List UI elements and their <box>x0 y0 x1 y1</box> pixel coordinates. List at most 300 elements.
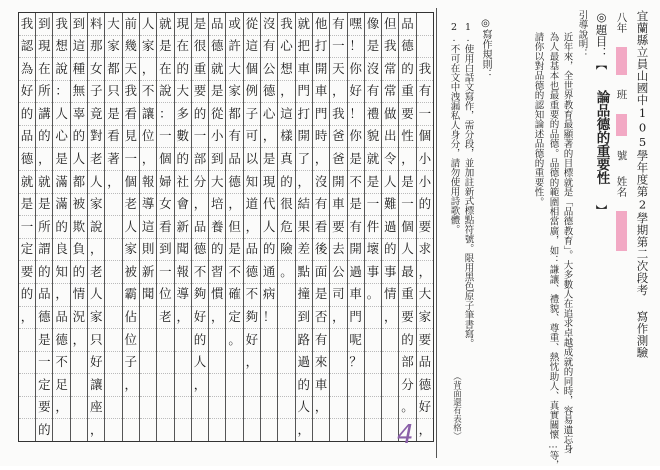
essay-cell: 呢 <box>348 329 364 352</box>
essay-cell: 品 <box>226 148 242 171</box>
essay-cell: ， <box>330 81 346 104</box>
essay-cell: 品 <box>209 13 225 36</box>
essay-cell <box>330 419 346 441</box>
essay-cell <box>175 397 191 420</box>
essay-cell: 你 <box>348 58 364 81</box>
essay-cell: 人 <box>71 148 87 171</box>
essay-cell: 來 <box>313 352 329 375</box>
essay-cell <box>365 307 381 330</box>
essay-cell: 欺 <box>71 216 87 239</box>
essay-cell: ？ <box>348 352 364 375</box>
essay-cell: 個 <box>157 148 173 171</box>
essay-cell: 是 <box>348 194 364 217</box>
essay-cell: 個 <box>244 58 260 81</box>
essay-cell: 德 <box>192 239 208 262</box>
essay-cell: 的 <box>19 284 35 307</box>
essay-cell: 小 <box>417 171 433 194</box>
essay-cell: 個 <box>417 126 433 149</box>
essay-cell: 的 <box>36 261 52 284</box>
essay-cell: 那 <box>88 36 104 59</box>
essay-cell: ！ <box>261 307 277 330</box>
essay-cell: 新 <box>175 216 191 239</box>
essay-cell: 分 <box>192 171 208 194</box>
essay-cell: 現 <box>36 36 52 59</box>
essay-cell: 為 <box>19 58 35 81</box>
essay-cell <box>365 397 381 420</box>
essay-cell: 看 <box>157 216 173 239</box>
essay-cell: 品 <box>399 13 415 36</box>
essay-cell: 心 <box>278 36 294 59</box>
essay-cell: 到 <box>209 148 225 171</box>
essay-cell: 真 <box>278 148 294 171</box>
essay-cell: 重 <box>192 58 208 81</box>
essay-cell: 有 <box>226 126 242 149</box>
essay-cell <box>330 352 346 375</box>
essay-cell: 開 <box>348 239 364 262</box>
essay-cell: 面 <box>313 261 329 284</box>
essay-cell: 人 <box>192 352 208 375</box>
essay-cell: 後 <box>313 239 329 262</box>
essay-cell: 打 <box>296 103 312 126</box>
essay-cell: 門 <box>296 81 312 104</box>
school-exam-title: 宜蘭縣立員山國中105學年度第2學期第二次段考 寫作測驗 <box>635 10 650 359</box>
essay-cell: 好 <box>192 307 208 330</box>
essay-cell <box>278 419 294 441</box>
essay-cell: 定 <box>19 239 35 262</box>
class-label: 班 <box>615 89 628 100</box>
essay-cell: 人 <box>382 171 398 194</box>
essay-cell: 險 <box>278 239 294 262</box>
essay-cell <box>348 374 364 397</box>
essay-cell: 就 <box>296 13 312 36</box>
essay-cell: 車 <box>313 374 329 397</box>
essay-cell: 都 <box>226 103 242 126</box>
essay-cell: 的 <box>399 58 415 81</box>
essay-cell: 小 <box>417 148 433 171</box>
essay-cell: 車 <box>296 58 312 81</box>
essay-cell: ， <box>140 148 156 171</box>
essay-cell <box>278 329 294 352</box>
topic-end: 】 <box>594 204 609 216</box>
essay-cell: 把 <box>296 36 312 59</box>
essay-cell: 你 <box>348 126 364 149</box>
essay-cell: 不 <box>140 81 156 104</box>
essay-cell: 所 <box>36 216 52 239</box>
essay-cell: 負 <box>71 239 87 262</box>
essay-cell: 不 <box>244 284 260 307</box>
essay-cell: 習 <box>209 261 225 284</box>
essay-cell <box>365 352 381 375</box>
essay-cell: 過 <box>296 352 312 375</box>
essay-cell <box>278 284 294 307</box>
essay-cell <box>157 419 173 441</box>
essay-cell: 的 <box>296 374 312 397</box>
essay-cell: ： <box>157 103 173 126</box>
essay-cell: 結 <box>296 194 312 217</box>
essay-cell: 是 <box>36 329 52 352</box>
essay-cell <box>140 329 156 352</box>
essay-cell: 部 <box>399 352 415 375</box>
essay-cell: 很 <box>278 194 294 217</box>
essay-cell: 但 <box>226 216 242 239</box>
essay-cell: 。 <box>226 329 242 352</box>
essay-cell <box>71 397 87 420</box>
essay-cell: 有 <box>313 329 329 352</box>
essay-cell <box>157 397 173 420</box>
essay-cell: 爸 <box>330 126 346 149</box>
essay-cell: 就 <box>157 13 173 36</box>
essay-cell: 例 <box>244 81 260 104</box>
essay-cell: 無 <box>71 81 87 104</box>
essay-cell: 在 <box>175 36 191 59</box>
essay-cell <box>261 374 277 397</box>
essay-cell <box>19 419 35 441</box>
essay-cell: 有 <box>348 216 364 239</box>
essay-cell: 公 <box>261 58 277 81</box>
essay-cell: 過 <box>348 261 364 284</box>
essay-cell: 好 <box>348 81 364 104</box>
essay-cell: ， <box>53 397 69 420</box>
essay-cell: 這 <box>71 36 87 59</box>
essay-cell: 是 <box>105 103 121 126</box>
essay-cell <box>175 329 191 352</box>
essay-cell: 我 <box>19 13 35 36</box>
essay-cell: 的 <box>192 329 208 352</box>
essay-cell: ， <box>19 307 35 330</box>
essay-cell <box>382 374 398 397</box>
essay-cell: 要 <box>330 216 346 239</box>
guide-line-1: 近年來，全世界教育最顯著的目標就是「品德教育」。大多數人在追求卓越成就的同時，容易遺忘身 <box>561 32 573 455</box>
essay-cell: 分 <box>399 374 415 397</box>
essay-cell <box>382 352 398 375</box>
essay-cell: ， <box>313 148 329 171</box>
essay-cell <box>71 419 87 441</box>
essay-cell: 的 <box>36 126 52 149</box>
essay-cell: 的 <box>261 239 277 262</box>
essay-cell: 的 <box>399 329 415 352</box>
score-mark: 4 <box>397 420 414 450</box>
essay-cell: 被 <box>71 194 87 217</box>
essay-cell <box>365 374 381 397</box>
essay-cell: 則 <box>140 239 156 262</box>
essay-cell <box>192 419 208 441</box>
essay-cell: 前 <box>123 13 139 36</box>
essay-cell: 家 <box>226 81 242 104</box>
header-divider <box>436 8 437 458</box>
essay-cell: 對 <box>88 126 104 149</box>
essay-cell <box>261 397 277 420</box>
essay-cell <box>330 397 346 420</box>
essay-cell: 新 <box>140 261 156 284</box>
essay-cell: 件 <box>365 216 381 239</box>
essay-cell: 的 <box>417 194 433 217</box>
essay-cell: ， <box>71 329 87 352</box>
essay-cell <box>330 329 346 352</box>
essay-cell: 是 <box>157 36 173 59</box>
essay-cell: 況 <box>71 307 87 330</box>
essay-cell: 所 <box>36 81 52 104</box>
essay-column <box>87 13 104 441</box>
essay-cell <box>261 329 277 352</box>
essay-cell: 人 <box>399 239 415 262</box>
essay-cell: 事 <box>365 261 381 284</box>
grade-label: 八年 <box>615 12 628 33</box>
essay-cell: ， <box>261 126 277 149</box>
essay-cell: ， <box>330 307 346 330</box>
topic-label: ◎題目：【 <box>594 10 609 70</box>
essay-cell: 霸 <box>123 284 139 307</box>
essay-cell: 社 <box>175 171 191 194</box>
essay-cell: 女 <box>88 58 104 81</box>
essay-cell <box>278 352 294 375</box>
essay-cell: 女 <box>157 194 173 217</box>
essay-cell: 子 <box>88 81 104 104</box>
essay-cell: 到 <box>71 13 87 36</box>
essay-cell: 部 <box>192 148 208 171</box>
essay-cell: 報 <box>175 261 191 284</box>
essay-cell <box>157 352 173 375</box>
essay-cell: 德 <box>417 374 433 397</box>
essay-cell: 大 <box>209 171 225 194</box>
essay-column <box>364 13 381 441</box>
essay-cell: 開 <box>330 171 346 194</box>
essay-cell: 就 <box>209 58 225 81</box>
guide-line-2: 為人最基本也最重要的品德。品德的範圍相當廣，如：謙讓、禮貌、尊重、熱忱助人、真實關懷…等， <box>547 32 559 470</box>
essay-cell: 車 <box>348 284 364 307</box>
essay-column <box>225 13 242 441</box>
essay-cell <box>261 419 277 441</box>
essay-cell: 是 <box>313 284 329 307</box>
essay-cell <box>175 419 191 441</box>
essay-cell: 到 <box>157 239 173 262</box>
essay-cell: 要 <box>417 216 433 239</box>
essay-cell: 一 <box>36 352 52 375</box>
essay-cell: 天 <box>330 58 346 81</box>
essay-cell: 重 <box>399 81 415 104</box>
essay-cell: ， <box>175 307 191 330</box>
essay-cell: 性 <box>399 126 415 149</box>
essay-cell: 品 <box>36 284 52 307</box>
essay-cell: 品 <box>192 216 208 239</box>
essay-cell <box>105 374 121 397</box>
essay-cell: 沒 <box>313 171 329 194</box>
essay-cell: 。 <box>399 397 415 420</box>
essay-cell <box>244 397 260 420</box>
essay-cell: 婦 <box>157 171 173 194</box>
essay-cell: 他 <box>313 13 329 36</box>
essay-cell: 夠 <box>244 307 260 330</box>
essay-cell: 做 <box>382 103 398 126</box>
essay-cell: 貌 <box>365 126 381 149</box>
essay-cell <box>209 397 225 420</box>
essay-cell <box>330 374 346 397</box>
essay-cell: 位 <box>140 126 156 149</box>
essay-cell: 一 <box>192 126 208 149</box>
essay-cell: 大 <box>417 284 433 307</box>
essay-cell: 報 <box>140 171 156 194</box>
essay-cell: 看 <box>313 216 329 239</box>
essay-cell: 說 <box>53 58 69 81</box>
essay-cell <box>19 329 35 352</box>
essay-cell: 很 <box>192 36 208 59</box>
essay-cell: 料 <box>88 13 104 36</box>
essay-cell: ， <box>89 421 103 437</box>
essay-cell: 大 <box>175 81 191 104</box>
rules-label: ◎寫作規則： <box>480 18 491 79</box>
essay-cell: 大 <box>226 58 242 81</box>
essay-cell: 說 <box>157 81 173 104</box>
back-page-note: （背面還有表格） <box>451 372 462 440</box>
essay-cell <box>348 397 364 420</box>
essay-cell: ！ <box>348 36 364 59</box>
essay-cell: 就 <box>19 171 35 194</box>
essay-cell: ， <box>244 216 260 239</box>
essay-cell: 一 <box>19 216 35 239</box>
essay-cell <box>105 307 121 330</box>
essay-cell <box>226 374 242 397</box>
essay-cell: 的 <box>53 216 69 239</box>
essay-cell <box>209 419 225 441</box>
essay-cell: 最 <box>399 261 415 284</box>
essay-cell: 事 <box>382 261 398 284</box>
essay-cell: 的 <box>175 58 191 81</box>
essay-cell: ， <box>123 374 139 397</box>
essay-cell: 是 <box>365 171 381 194</box>
essay-cell <box>244 419 260 441</box>
essay-cell: 公 <box>330 261 346 284</box>
essay-column <box>122 13 139 441</box>
essay-cell: 這 <box>140 216 156 239</box>
essay-cell: 德 <box>53 329 69 352</box>
essay-cell: 的 <box>38 421 51 437</box>
essay-cell: ， <box>313 397 329 420</box>
essay-cell: 知 <box>53 261 69 284</box>
essay-cell: 好 <box>19 81 35 104</box>
essay-cell <box>105 239 121 262</box>
essay-cell <box>140 307 156 330</box>
essay-cell: 想 <box>278 58 294 81</box>
essay-cell: 看 <box>123 103 139 126</box>
essay-cell <box>105 419 121 441</box>
essay-cell: 導 <box>140 194 156 217</box>
essay-cell: ！ <box>348 103 364 126</box>
essay-cell: 著 <box>105 148 121 171</box>
essay-cell: 人 <box>140 13 156 36</box>
essay-cell: 車 <box>330 194 346 217</box>
essay-column <box>277 13 294 441</box>
essay-cell: 看 <box>105 126 121 149</box>
essay-cell: ， <box>278 81 294 104</box>
essay-column <box>347 13 364 441</box>
essay-cell: 聞 <box>175 239 191 262</box>
essay-cell: 情 <box>382 284 398 307</box>
essay-cell: 果 <box>296 216 312 239</box>
essay-cell <box>175 352 191 375</box>
student-info <box>616 10 627 251</box>
essay-cell: ， <box>417 261 433 284</box>
essay-cell: 嘿 <box>348 13 364 36</box>
rule-1: 1.使用白話文寫作，需分段，並加註新式標點符號。限用黑色原子筆書寫。 <box>462 22 474 348</box>
essay-cell: 許 <box>226 36 242 59</box>
essay-cell <box>382 329 398 352</box>
essay-cell: 要 <box>36 397 52 420</box>
essay-cell: 老 <box>123 194 139 217</box>
essay-cell <box>417 13 433 36</box>
essay-cell: 有 <box>261 36 277 59</box>
essay-column <box>398 13 415 441</box>
essay-cell <box>209 374 225 397</box>
essay-cell <box>71 374 87 397</box>
essay-cell <box>19 352 35 375</box>
essay-cell: ， <box>382 307 398 330</box>
essay-cell: 只 <box>88 329 104 352</box>
essay-cell: 司 <box>330 284 346 307</box>
essay-cell: 有 <box>365 81 381 104</box>
essay-cell <box>105 352 121 375</box>
essay-cell: 多 <box>175 103 191 126</box>
essay-column <box>243 13 260 441</box>
rule-2: 2.不可在文中洩漏私人身分，請勿使用詩歌體。 <box>448 22 460 234</box>
guide-label: 引導說明： <box>576 10 588 59</box>
essay-cell <box>53 419 69 441</box>
essay-cell <box>278 374 294 397</box>
essay-cell <box>105 194 121 217</box>
essay-column <box>139 13 156 441</box>
essay-cell: 天 <box>123 58 139 81</box>
essay-cell: 個 <box>399 216 415 239</box>
essay-cell: 子 <box>123 352 139 375</box>
essay-column <box>208 13 225 441</box>
essay-cell <box>105 397 121 420</box>
essay-cell: 一 <box>157 261 173 284</box>
essay-cell: 座 <box>88 397 104 420</box>
redacted-seat-mark <box>616 114 627 136</box>
essay-cell: 的 <box>192 103 208 126</box>
essay-cell: 的 <box>19 103 35 126</box>
essay-cell <box>278 307 294 330</box>
essay-cell <box>209 352 225 375</box>
essay-cell: 常 <box>382 81 398 104</box>
essay-cell: 以 <box>244 148 260 171</box>
essay-cell: 人 <box>53 103 69 126</box>
essay-cell: 養 <box>209 216 225 239</box>
essay-cell: 認 <box>19 36 35 59</box>
essay-cell: 。 <box>365 284 381 307</box>
essay-cell: 或 <box>226 13 242 36</box>
essay-cell <box>365 329 381 352</box>
essay-cell: 滿 <box>53 194 69 217</box>
essay-cell: 品 <box>244 239 260 262</box>
essay-cell <box>157 329 173 352</box>
essay-column <box>416 13 433 441</box>
essay-cell: 人 <box>261 216 277 239</box>
essay-cell <box>19 397 35 420</box>
essay-cell: 沒 <box>261 13 277 36</box>
essay-cell: 德 <box>19 148 35 171</box>
essay-cell: 情 <box>71 284 87 307</box>
essay-cell: 要 <box>192 81 208 104</box>
essay-cell: 都 <box>105 58 121 81</box>
essay-cell: 是 <box>209 81 225 104</box>
essay-cell <box>140 352 156 375</box>
essay-cell <box>382 397 398 420</box>
essay-cell: 像 <box>365 13 381 36</box>
essay-cell: 到 <box>36 13 52 36</box>
essay-cell: 常 <box>382 58 398 81</box>
essay-cell <box>313 419 329 441</box>
essay-cell: 禮 <box>365 103 381 126</box>
essay-column <box>19 13 35 441</box>
